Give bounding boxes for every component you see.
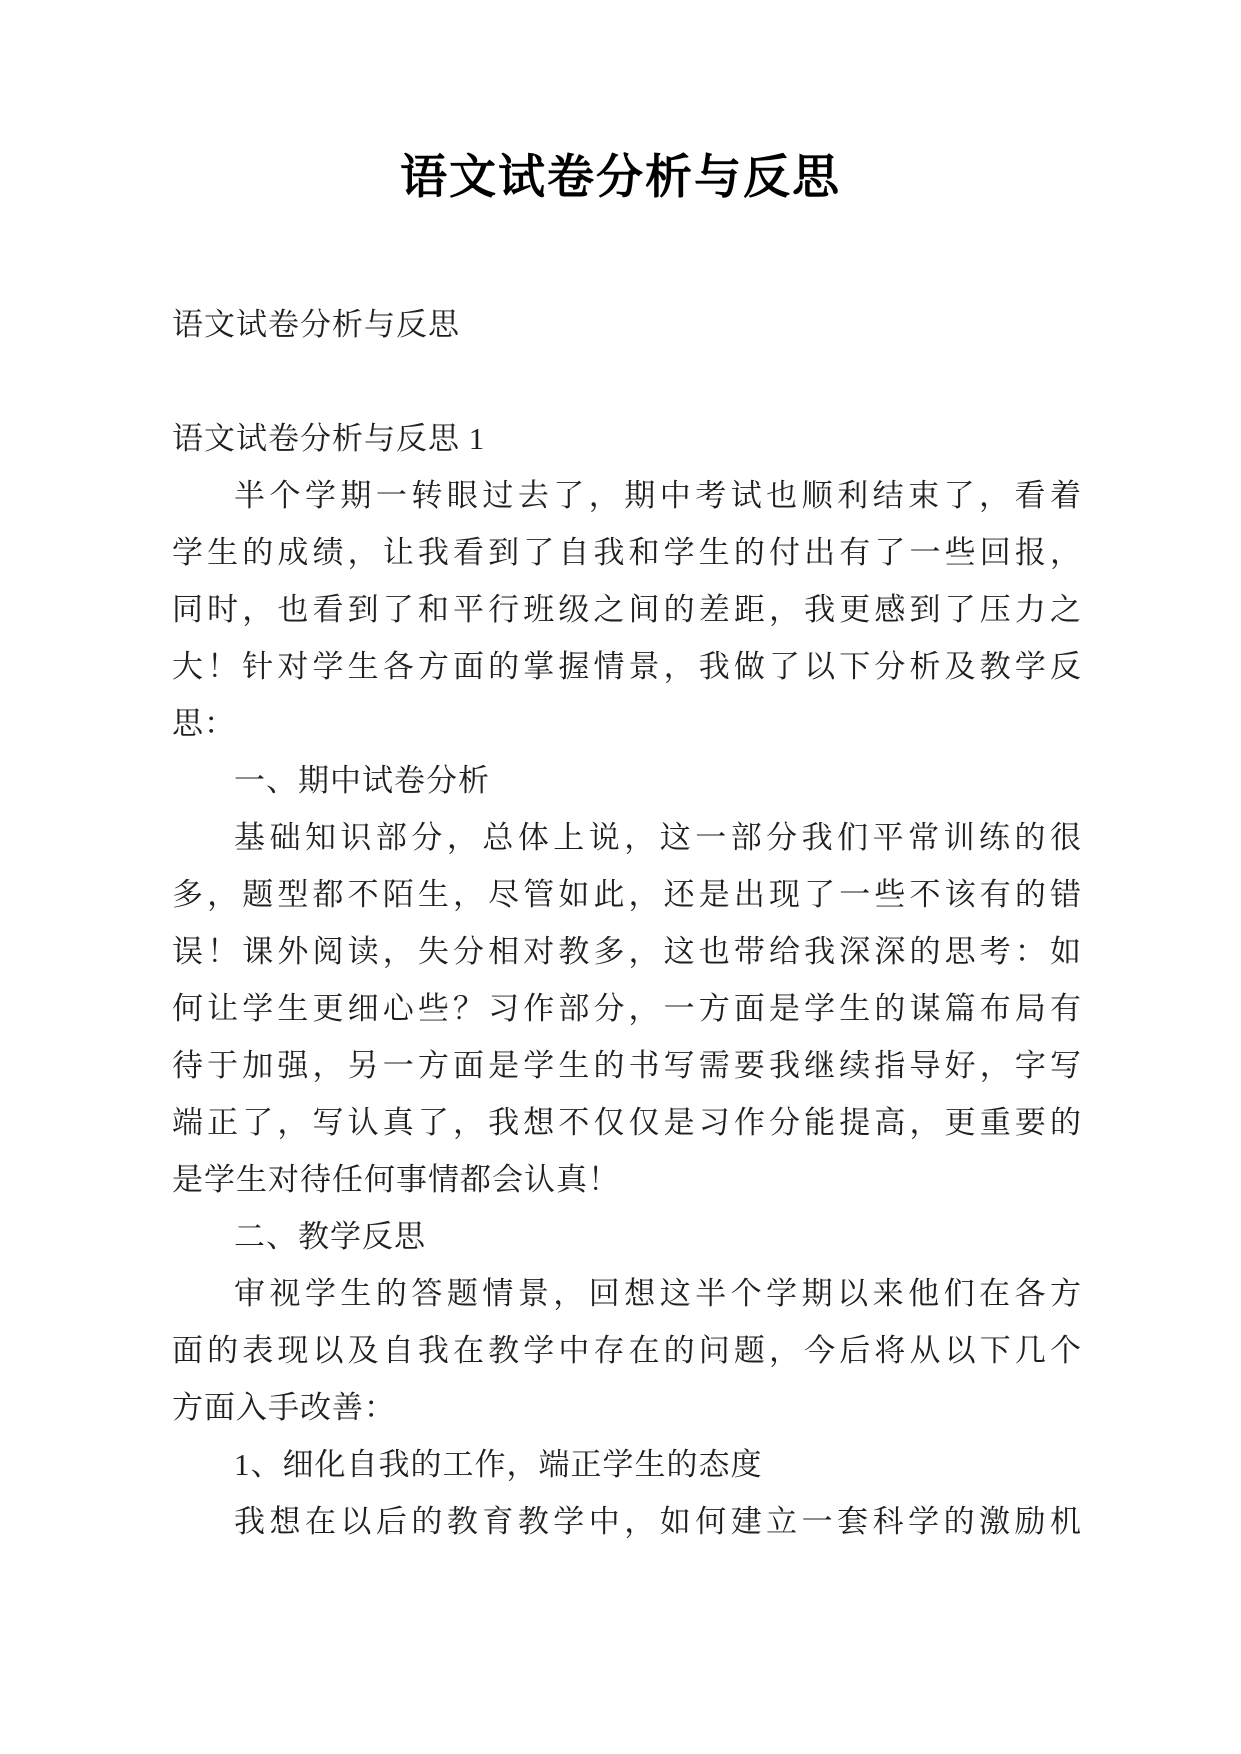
text-line: 学生的成绩，让我看到了自我和学生的付出有了一些回报， — [172, 535, 1082, 570]
text-line: 何让学生更细心些？习作部分，一方面是学生的谋篇布局有 — [172, 991, 1082, 1026]
text-line: 审视学生的答题情景，回想这半个学期以来他们在各方 — [234, 1276, 1082, 1311]
text-line: 端正了，写认真了，我想不仅仅是习作分能提高，更重要的 — [172, 1105, 1082, 1140]
text-line: 误！课外阅读，失分相对教多，这也带给我深深的思考：如 — [172, 934, 1082, 969]
text-line: 二、教学反思 — [234, 1219, 426, 1254]
text-line: 同时，也看到了和平行班级之间的差距，我更感到了压力之 — [172, 592, 1082, 627]
text-line: 思： — [172, 706, 236, 741]
text-line: 待于加强，另一方面是学生的书写需要我继续指导好，字写 — [172, 1048, 1082, 1083]
text-line: 是学生对待任何事情都会认真！ — [172, 1162, 620, 1197]
text-line: 基础知识部分，总体上说，这一部分我们平常训练的很 — [234, 820, 1082, 855]
text-line: 方面入手改善： — [172, 1390, 396, 1425]
text-line: 我想在以后的教育教学中，如何建立一套科学的激励机 — [234, 1504, 1082, 1539]
blank-line — [172, 353, 1082, 410]
text-line: 多，题型都不陌生，尽管如此，还是出现了一些不该有的错 — [172, 877, 1082, 912]
text-line: 语文试卷分析与反思 — [172, 307, 460, 342]
text-line: 大！针对学生各方面的掌握情景，我做了以下分析及教学反 — [172, 649, 1082, 684]
text-line: 面的表现以及自我在教学中存在的问题，今后将从以下几个 — [172, 1333, 1082, 1368]
document-title: 语文试卷分析与反思 — [400, 152, 841, 204]
text-line: 一、期中试卷分析 — [234, 763, 490, 798]
text-line: 语文试卷分析与反思 1 — [172, 421, 486, 456]
document-body — [172, 296, 1082, 1550]
text-line: 1、细化自我的工作，端正学生的态度 — [234, 1447, 763, 1482]
text-line: 半个学期一转眼过去了，期中考试也顺利结束了，看着 — [234, 478, 1082, 513]
